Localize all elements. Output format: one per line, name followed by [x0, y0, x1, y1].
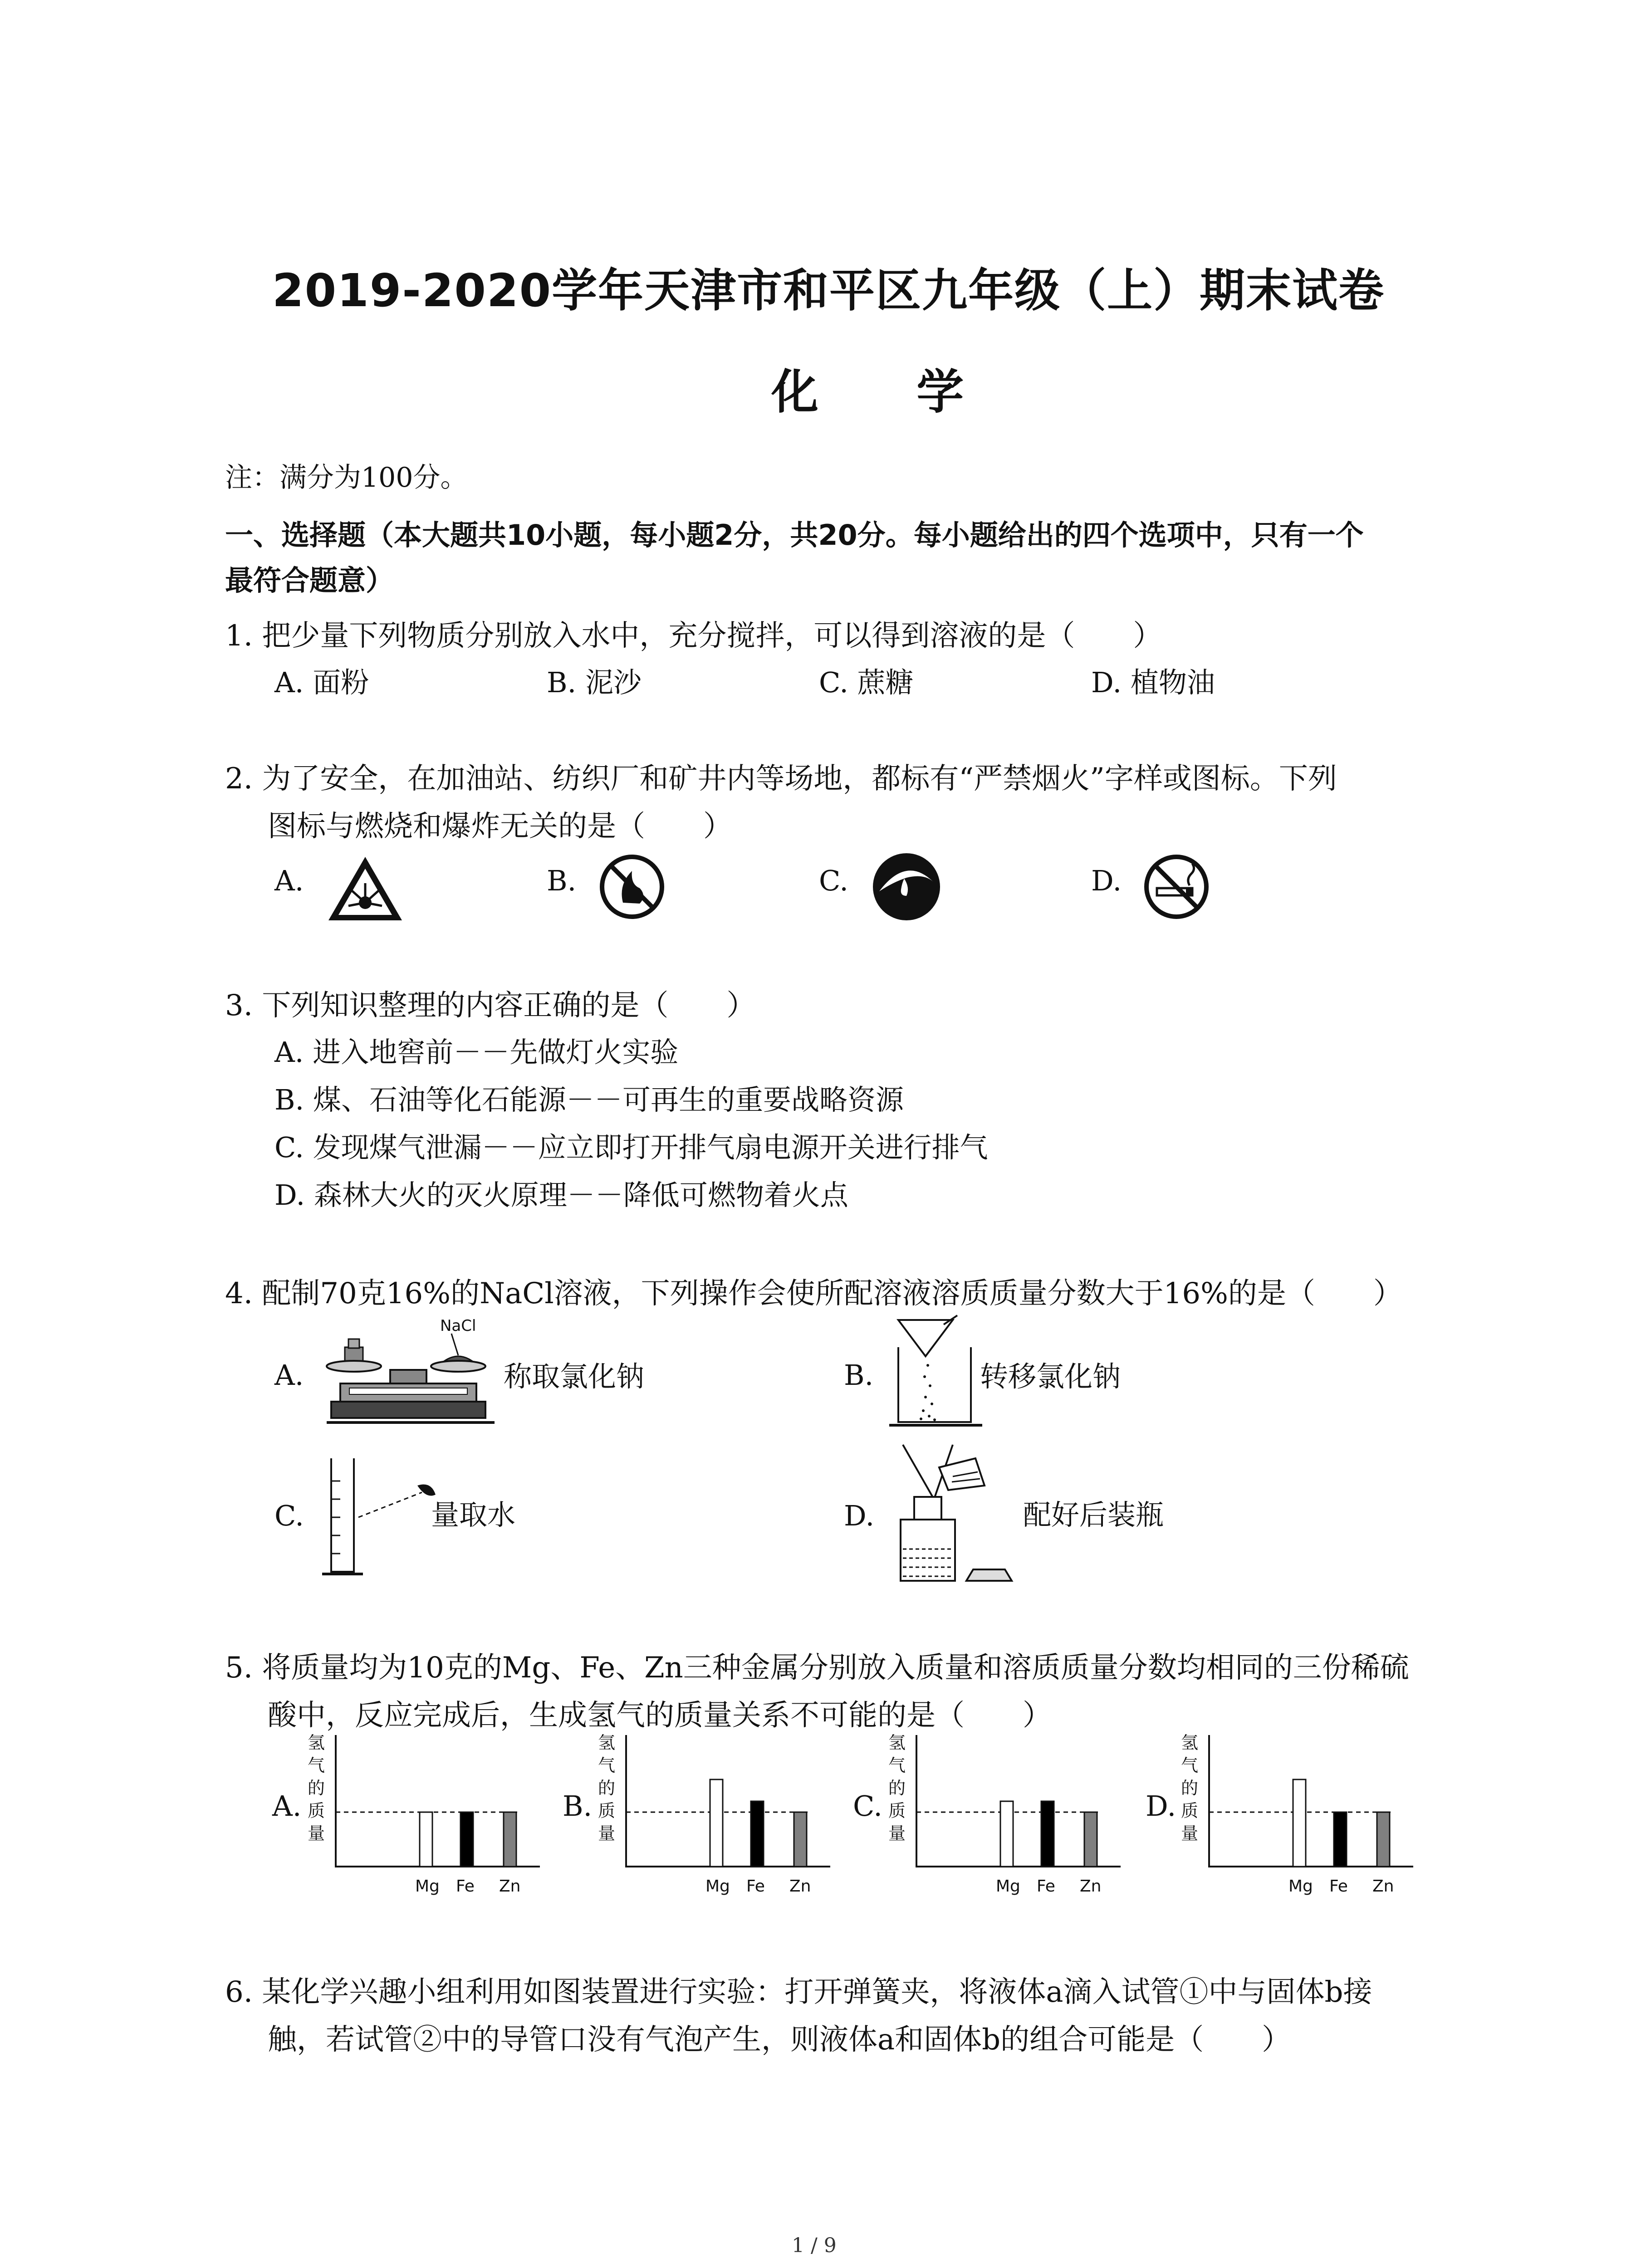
- bar-mg: [1293, 1779, 1306, 1867]
- x-tick-label-fe: Fe: [1329, 1877, 1348, 1896]
- y-axis-label-char: 质: [1181, 1801, 1199, 1821]
- bar-zn: [794, 1812, 807, 1867]
- bar-mg: [420, 1812, 432, 1867]
- question-2-stem-line1: 2. 为了安全，在加油站、纺织厂和矿井内等场地，都标有“严禁烟火”字样或图标。下列: [225, 762, 1337, 796]
- y-axis-label-char: 质: [888, 1801, 906, 1821]
- x-tick-label-fe: Fe: [1037, 1877, 1055, 1896]
- y-axis-label-char: 的: [888, 1778, 906, 1798]
- y-axis-label-char: 量: [1181, 1823, 1199, 1843]
- x-tick-label-mg: Mg: [996, 1877, 1020, 1896]
- y-axis-label-char: 的: [598, 1778, 616, 1798]
- question-5-option-c-label: C.: [853, 1789, 882, 1823]
- page-title: 2019-2020学年天津市和平区九年级（上）期末试卷: [272, 264, 1385, 317]
- hydrogen-mass-chart-c: [885, 1730, 1130, 1907]
- x-tick-label-zn: Zn: [789, 1877, 811, 1896]
- x-tick-label-zn: Zn: [1372, 1877, 1394, 1896]
- question-2-option-d-label: D.: [1091, 864, 1122, 897]
- question-3-stem: 3. 下列知识整理的内容正确的是（ ）: [225, 989, 756, 1022]
- y-axis-label-char: 氢: [888, 1733, 906, 1753]
- y-axis-label-char: 的: [308, 1778, 325, 1798]
- beaker-pouring-illustration: [889, 1311, 989, 1442]
- score-note: 注：满分为100分。: [225, 462, 468, 494]
- y-axis-label-char: 质: [308, 1801, 325, 1821]
- question-4-option-a-caption: 称取氯化钠: [504, 1360, 645, 1393]
- bar-fe: [1334, 1812, 1347, 1867]
- x-tick-label-zn: Zn: [499, 1877, 521, 1896]
- question-4-option-b-label: B.: [844, 1359, 874, 1392]
- no-smoking-icon: [1142, 853, 1210, 921]
- bar-fe: [460, 1812, 473, 1867]
- subject-title: 化 学: [771, 364, 1005, 420]
- y-axis-label-char: 质: [598, 1801, 616, 1821]
- x-tick-label-zn: Zn: [1080, 1877, 1102, 1896]
- explosive-warning-icon: [327, 855, 404, 923]
- y-axis-label-char: 量: [888, 1823, 906, 1843]
- hydrogen-mass-chart-a: [304, 1730, 549, 1907]
- no-flammables-icon: [598, 853, 666, 921]
- x-tick-label-fe: Fe: [746, 1877, 765, 1896]
- question-5-option-b-label: B.: [563, 1789, 593, 1823]
- y-axis-label-char: 氢: [598, 1733, 616, 1753]
- question-4-option-d-label: D.: [844, 1499, 875, 1532]
- question-2-option-a-label: A.: [274, 864, 304, 897]
- question-2-stem-line2: 图标与燃烧和爆炸无关的是（ ）: [268, 810, 732, 843]
- question-4-stem: 4. 配制70克16%的NaCl溶液，下列操作会使所配溶液溶质质量分数大于16%的是（ ）: [225, 1277, 1402, 1310]
- x-tick-label-mg: Mg: [1288, 1877, 1313, 1896]
- question-4-option-b-caption: 转移氯化钠: [980, 1360, 1121, 1393]
- question-4-option-a-label: A.: [274, 1359, 304, 1392]
- y-axis-label-char: 的: [1181, 1778, 1199, 1798]
- question-5-option-d-label: D.: [1146, 1789, 1176, 1823]
- bar-fe: [751, 1801, 764, 1867]
- question-3-option-a: A. 进入地窖前－－先做灯火实验: [274, 1036, 679, 1069]
- bar-fe: [1041, 1801, 1054, 1867]
- x-tick-label-fe: Fe: [456, 1877, 475, 1896]
- bar-mg: [1000, 1801, 1013, 1867]
- water-saving-icon: [870, 850, 943, 923]
- question-1-option-d: D. 植物油: [1091, 666, 1215, 699]
- balance-scale-illustration: [322, 1315, 504, 1442]
- question-3-option-c: C. 发现煤气泄漏－－应立即打开排气扇电源开关进行排气: [274, 1131, 988, 1164]
- nacl-label: NaCl: [440, 1317, 476, 1335]
- question-2-option-c-label: C.: [819, 864, 848, 897]
- bar-zn: [504, 1812, 516, 1867]
- bar-zn: [1377, 1812, 1390, 1867]
- question-4-option-d-caption: 配好后装瓶: [1023, 1498, 1164, 1531]
- x-tick-label-mg: Mg: [415, 1877, 440, 1896]
- hydrogen-mass-chart-b: [594, 1730, 839, 1907]
- question-5-stem-line1: 5. 将质量均为10克的Mg、Fe、Zn三种金属分别放入质量和溶质质量分数均相同的三份稀硫: [225, 1651, 1409, 1685]
- question-6-stem-line2: 触，若试管②中的导管口没有气泡产生，则液体a和固体b的组合可能是（ ）: [268, 2023, 1291, 2057]
- question-3-option-d: D. 森林大火的灭火原理－－降低可燃物着火点: [274, 1178, 848, 1212]
- y-axis-label-char: 氢: [308, 1733, 325, 1753]
- bar-zn: [1084, 1812, 1097, 1867]
- page-number: 1 / 9: [792, 2234, 837, 2257]
- y-axis-label-char: 气: [598, 1755, 616, 1775]
- question-2-option-b-label: B.: [547, 864, 577, 897]
- section-heading-line1: 一、选择题（本大题共10小题，每小题2分，共20分。每小题给出的四个选项中，只有一个: [225, 518, 1364, 552]
- y-axis-label-char: 量: [598, 1823, 616, 1843]
- y-axis-label-char: 氢: [1181, 1733, 1199, 1753]
- question-1-stem: 1. 把少量下列物质分别放入水中，充分搅拌，可以得到溶液的是（ ）: [225, 619, 1162, 653]
- question-1-option-c: C. 蔗糖: [819, 666, 914, 699]
- question-4-option-c-label: C.: [274, 1499, 304, 1532]
- bar-mg: [710, 1779, 723, 1867]
- y-axis-label-char: 气: [308, 1755, 325, 1775]
- question-4-option-c-caption: 量取水: [431, 1498, 516, 1531]
- question-5-option-a-label: A.: [272, 1789, 302, 1823]
- y-axis-label-char: 量: [308, 1823, 325, 1843]
- question-1-option-b: B. 泥沙: [547, 666, 642, 699]
- question-6-stem-line1: 6. 某化学兴趣小组利用如图装置进行实验：打开弹簧夹，将液体a滴入试管①中与固体b接: [225, 1975, 1372, 2009]
- question-1-option-a: A. 面粉: [274, 666, 369, 699]
- y-axis-label-char: 气: [888, 1755, 906, 1775]
- y-axis-label-char: 气: [1181, 1755, 1199, 1775]
- x-tick-label-mg: Mg: [705, 1877, 730, 1896]
- question-5-stem-line2: 酸中，反应完成后，生成氢气的质量关系不可能的是（ ）: [268, 1699, 1052, 1732]
- hydrogen-mass-chart-d: [1177, 1730, 1422, 1907]
- question-3-option-b: B. 煤、石油等化石能源－－可再生的重要战略资源: [274, 1083, 904, 1116]
- section-heading-line2: 最符合题意）: [225, 564, 394, 597]
